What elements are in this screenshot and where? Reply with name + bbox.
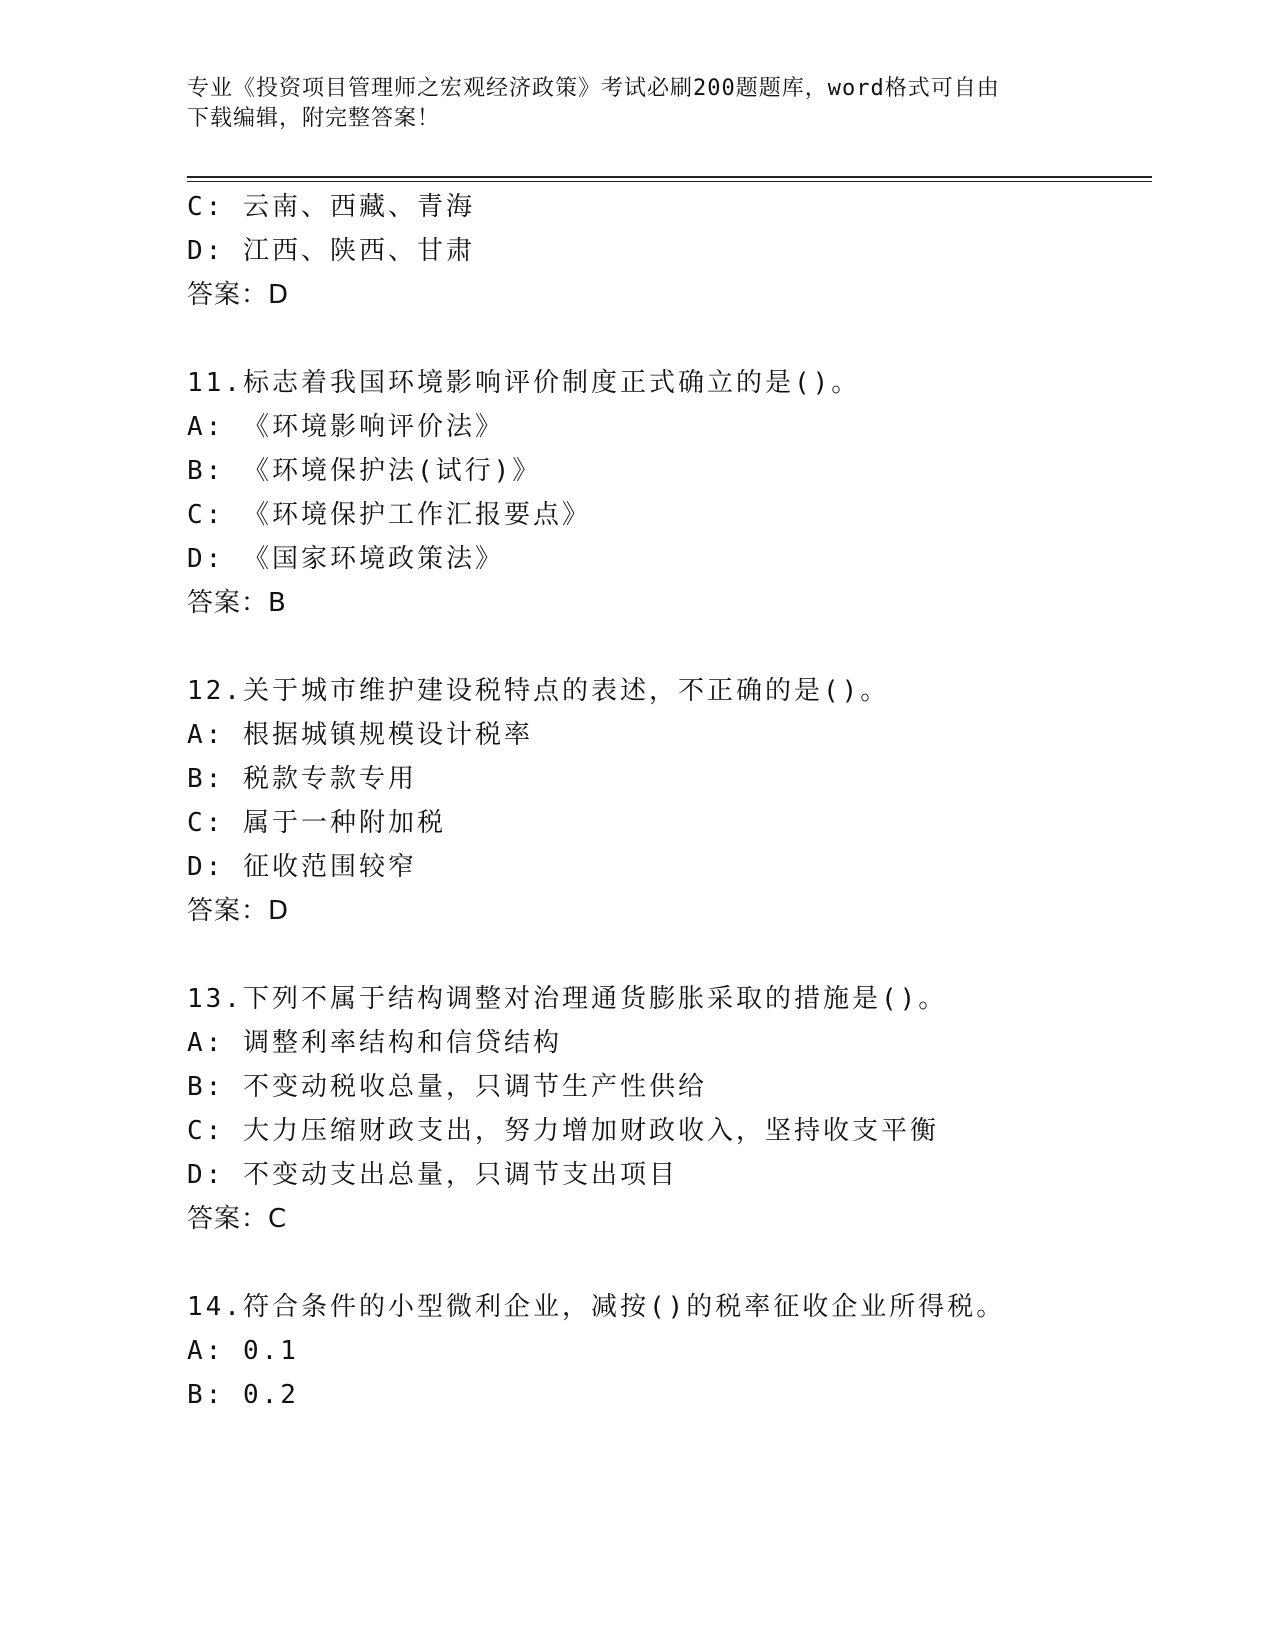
q13-answer: 答案：C (187, 1204, 288, 1234)
q11-option-b: B: 《环境保护法(试行)》 (187, 456, 542, 486)
q11-answer: 答案：B (187, 588, 287, 618)
q12-option-c: C: 属于一种附加税 (187, 808, 446, 838)
q14-option-b: B: 0.2 (187, 1380, 299, 1410)
q11-question: 11.标志着我国环境影响评价制度正式确立的是()。 (187, 368, 861, 398)
q12-answer: 答案：D (187, 896, 290, 926)
q10-answer: 答案：D (187, 280, 290, 310)
q13-question: 13.下列不属于结构调整对治理通货膨胀采取的措施是()。 (187, 984, 948, 1014)
q14-question: 14.符合条件的小型微利企业，减按()的税率征收企业所得税。 (187, 1292, 1006, 1322)
header-line-2: 下载编辑，附完整答案！ (187, 106, 441, 131)
q12-question: 12.关于城市维护建设税特点的表述，不正确的是()。 (187, 676, 890, 706)
document-header (187, 74, 1087, 134)
q13-option-c: C: 大力压缩财政支出，努力增加财政收入，坚持收支平衡 (187, 1116, 939, 1146)
q12-option-b: B: 税款专款专用 (187, 764, 417, 794)
q13-option-d: D: 不变动支出总量，只调节支出项目 (187, 1160, 678, 1190)
q10-option-c: C: 云南、西藏、青海 (187, 192, 475, 222)
header-divider-bottom (187, 181, 1152, 182)
q10-option-d: D: 江西、陕西、甘肃 (187, 236, 475, 266)
q11-option-d: D: 《国家环境政策法》 (187, 544, 504, 574)
q11-option-c: C: 《环境保护工作汇报要点》 (187, 500, 591, 530)
q13-option-b: B: 不变动税收总量，只调节生产性供给 (187, 1072, 707, 1102)
q11-option-a: A: 《环境影响评价法》 (187, 412, 504, 442)
q12-option-a: A: 根据城镇规模设计税率 (187, 720, 533, 750)
q12-option-d: D: 征收范围较窄 (187, 852, 417, 882)
q13-option-a: A: 调整利率结构和信贷结构 (187, 1028, 562, 1058)
q14-option-a: A: 0.1 (187, 1336, 299, 1366)
header-line-1: 专业《投资项目管理师之宏观经济政策》考试必刷200题题库，word格式可自由 (187, 76, 1000, 101)
header-divider-top (187, 176, 1152, 178)
